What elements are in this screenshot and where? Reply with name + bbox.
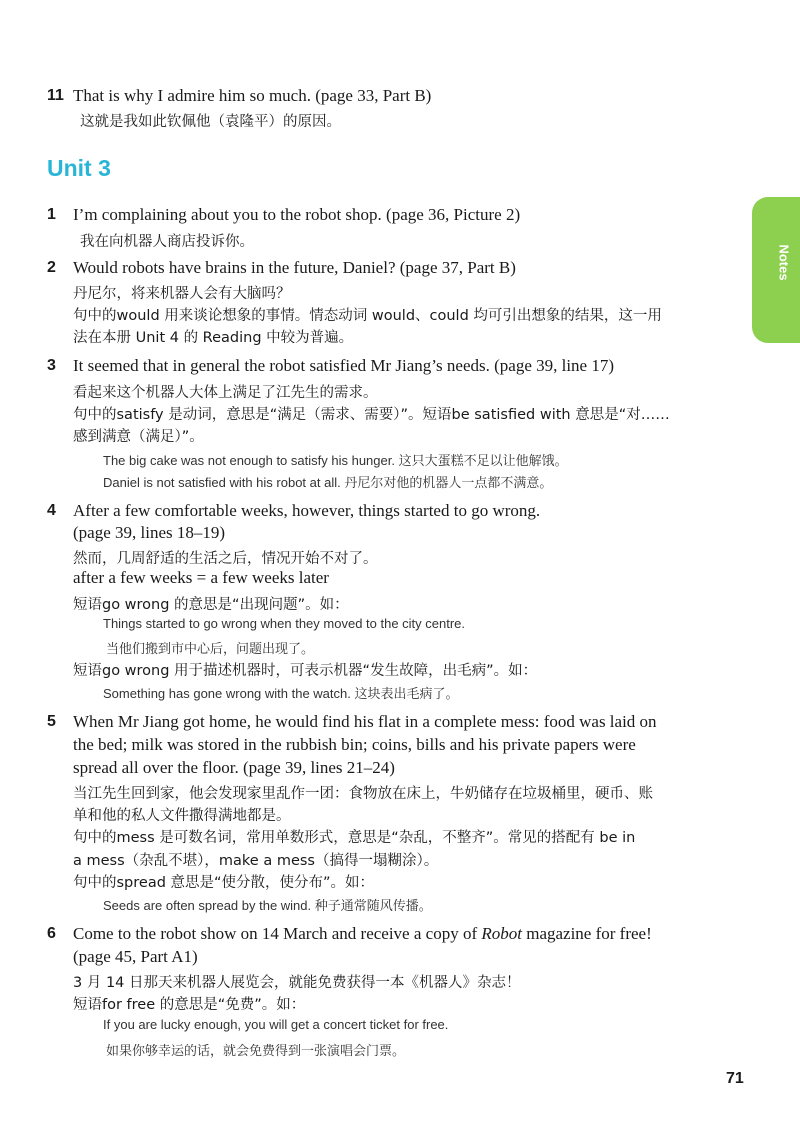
example-translation: 当他们搬到市中心后，问题出现了。 [106, 642, 315, 657]
example-sentence: If you are lucky enough, you will get a concert ticket for free. [103, 1017, 449, 1032]
note-translation: 3 月 14 日那天来机器人展览会，就能免费获得一本《机器人》杂志！ [73, 975, 521, 991]
note-sentence: the bed; milk was stored in the rubbish bin; coins, bills and his private papers were [73, 735, 636, 754]
note-sentence [73, 924, 652, 944]
note-explanation: 短语go wrong 用于描述机器时，可表示机器“发生故障，出毛病”。如： [73, 663, 538, 679]
item-number: 3 [47, 357, 56, 374]
notes-tab-label: Notes [776, 244, 792, 281]
note-sentence: spread all over the floor. (page 39, lines 21–24) [73, 758, 395, 777]
sentence-part: Come to the robot show on 14 March and receive a copy of [73, 924, 478, 943]
note-explanation: 短语go wrong 的意思是“出现问题”。如： [73, 597, 349, 613]
note-explanation: a mess（杂乱不堪），make a mess（搞得一塌糊涂）。 [73, 853, 439, 869]
note-translation: 我在向机器人商店投诉你。 [80, 234, 254, 250]
unit-heading: Unit 3 [47, 155, 111, 181]
item-number: 2 [47, 259, 56, 276]
note-explanation: 句中的mess 是可数名词，常用单数形式，意思是“杂乱，不整齐”。常见的搭配有 be in [73, 830, 636, 846]
note-explanation: 感到满意（满足）”。 [73, 429, 204, 445]
note-explanation: 句中的spread 意思是“使分散，使分布”。如： [73, 875, 375, 891]
sentence-part: magazine for free! [526, 924, 652, 943]
note-sentence: That is why I admire him so much. (page 33, Part B) [73, 86, 432, 105]
note-translation: 看起来这个机器人大体上满足了江先生的需求。 [73, 385, 378, 401]
note-translation: 丹尼尔，将来机器人会有大脑吗？ [73, 286, 291, 302]
note-page-ref: (page 39, lines 18–19) [73, 523, 226, 542]
item-number: 1 [47, 206, 56, 223]
note-translation: 单和他的私人文件撒得满地都是。 [73, 808, 291, 824]
note-translation: 当江先生回到家，他会发现家里乱作一团：食物放在床上，牛奶储存在垃圾桶里，硬币、账 [73, 786, 653, 802]
note-explanation: 句中的satisfy 是动词，意思是“满足（需求、需要）”。短语be satisfied with 意思是“对…… [73, 407, 670, 423]
example-sentence: Things started to go wrong when they moved to the city centre. [103, 616, 466, 631]
example-sentence: Seeds are often spread by the wind. 种子通常随风传播。 [103, 898, 432, 913]
example-sentence: Something has gone wrong with the watch. 这块表出毛病了。 [103, 686, 459, 701]
note-sentence: It seemed that in general the robot satisfied Mr Jiang’s needs. (page 39, line 17) [73, 356, 615, 375]
note-sentence: Would robots have brains in the future, Daniel? (page 37, Part B) [73, 258, 516, 277]
example-sentence: The big cake was not enough to satisfy his hunger. 这只大蛋糕不足以让他解饿。 [103, 453, 568, 468]
note-equivalence: after a few weeks = a few weeks later [73, 568, 329, 587]
note-explanation: 法在本册 Unit 4 的 Reading 中较为普遍。 [73, 330, 354, 346]
note-explanation: 句中的would 用来谈论想象的事情。情态动词 would、could 均可引出想象的结果，这一用 [73, 308, 662, 324]
note-explanation: 短语for free 的意思是“免费”。如： [73, 997, 306, 1013]
item-number: 11 [47, 87, 64, 104]
note-translation: 然而，几周舒适的生活之后，情况开始不对了。 [73, 551, 378, 567]
note-sentence: When Mr Jiang got home, he would find his flat in a complete mess: food was laid on [73, 712, 657, 731]
item-number: 6 [47, 925, 56, 942]
note-translation: 这就是我如此钦佩他（袁隆平）的原因。 [80, 114, 341, 130]
item-number: 4 [47, 502, 56, 519]
note-page-ref: (page 45, Part A1) [73, 947, 198, 966]
note-sentence: I’m complaining about you to the robot shop. (page 36, Picture 2) [73, 205, 521, 224]
example-sentence: Daniel is not satisfied with his robot at all. 丹尼尔对他的机器人一点都不满意。 [103, 475, 553, 490]
note-sentence: After a few comfortable weeks, however, things started to go wrong. [73, 501, 541, 520]
item-number: 5 [47, 713, 56, 730]
magazine-title: Robot [481, 924, 522, 943]
page-number: 71 [726, 1070, 744, 1087]
example-translation: 如果你够幸运的话，就会免费得到一张演唱会门票。 [106, 1044, 406, 1059]
